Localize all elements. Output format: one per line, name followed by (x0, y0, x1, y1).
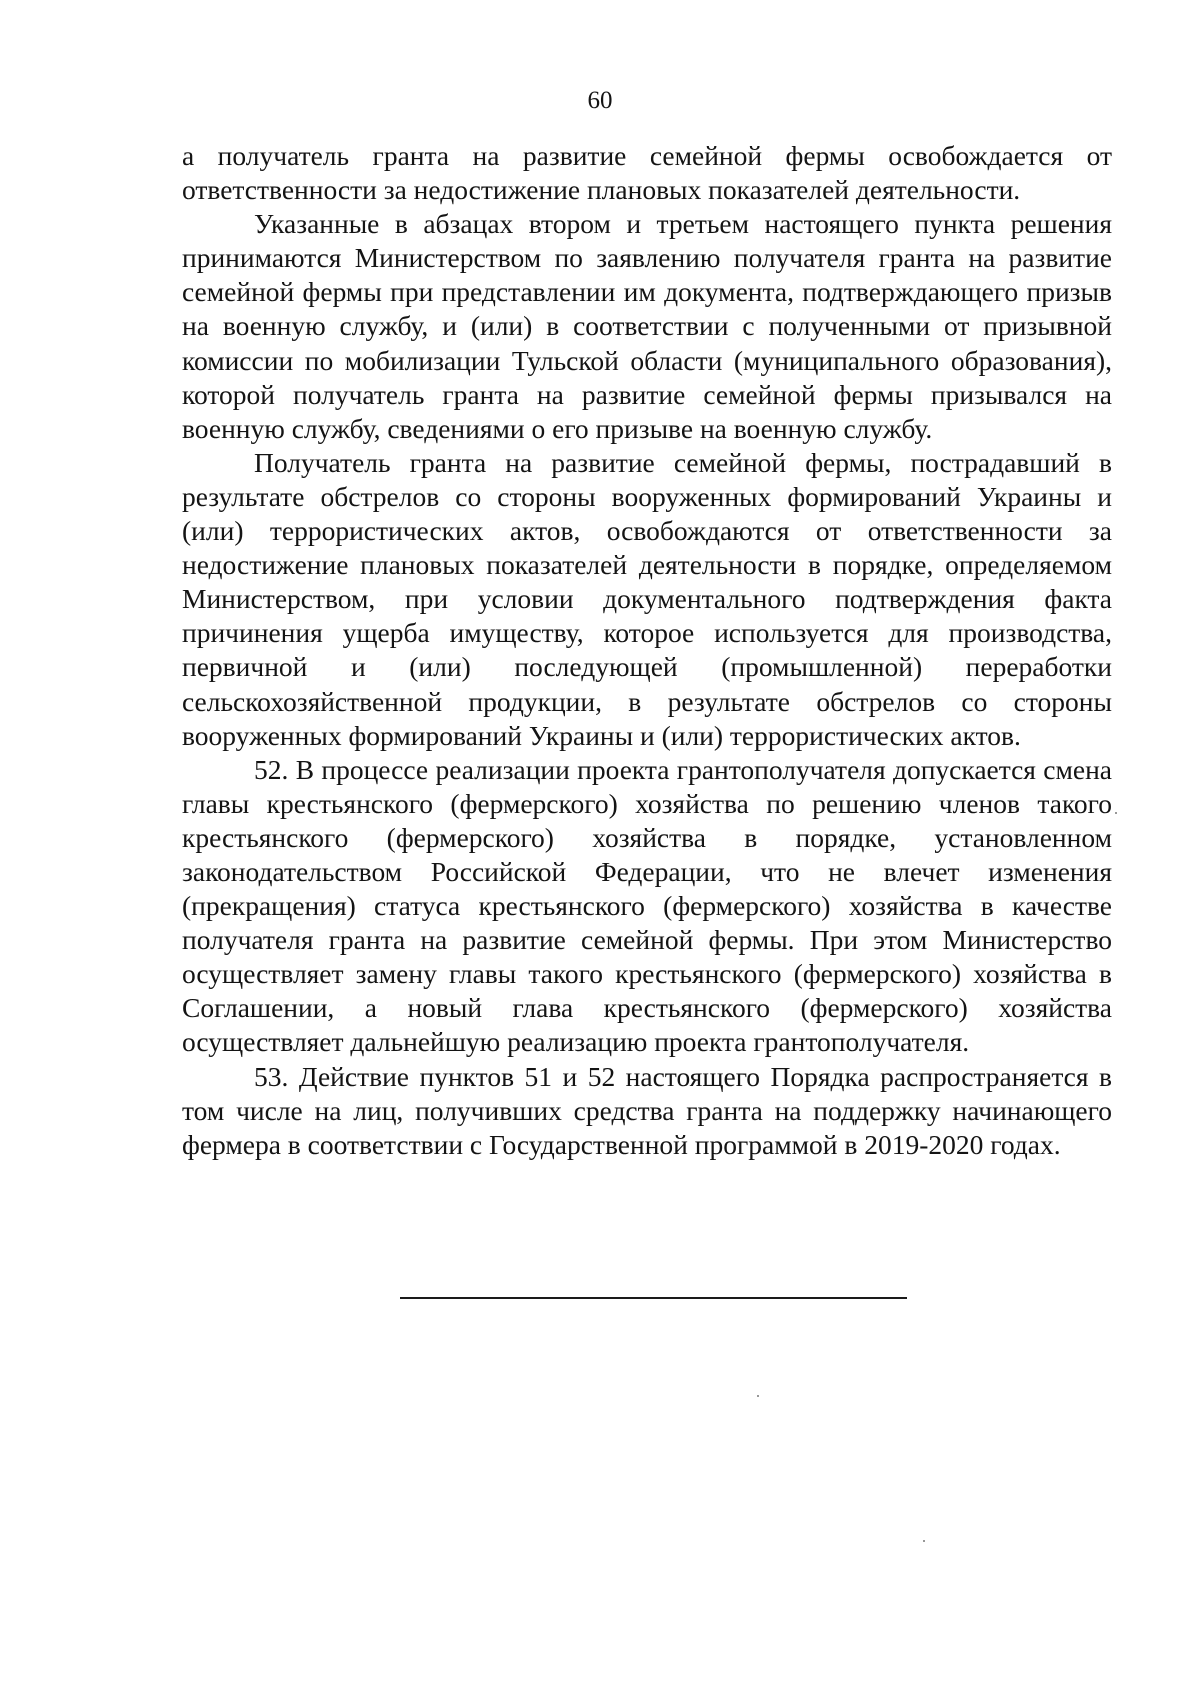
paragraph-mobilization-decisions: Указанные в абзацах втором и третьем настоящего пункта решения принимаются Министерством по заявлению получателя гранта на развитие семейной фермы при представлении им документа, подтверждающего призыв на военную службу, и (или) в соответствии с полученными от призывной комиссии по мобилизации Тульской области (муниципального образования), которой получатель гранта на развитие семейной фермы призывался на военную службу, сведениями о его призыве на военную службу. (182, 208, 1112, 444)
document-body (182, 139, 1112, 1162)
paragraph-clause-53: 53. Действие пунктов 51 и 52 настоящего Порядка распространяется в том числе на лиц, получивших средства гранта на поддержку начинающего фермера в соответствии с Государственной программой в 2019-2020 годах. (182, 1060, 1112, 1160)
page-number: 60 (587, 87, 613, 114)
end-of-text-rule (400, 1297, 907, 1299)
scan-speck (757, 1395, 759, 1397)
scan-speck (923, 1540, 925, 1542)
scan-speck (1115, 812, 1117, 814)
paragraph-continuation: а получатель гранта на развитие семейной фермы освобождается от ответственности за недостижение плановых показателей деятельности. (182, 140, 1112, 206)
paragraph-clause-52: 52. В процессе реализации проекта грантополучателя допускается смена главы крестьянского (фермерского) хозяйства по решению членов такого крестьянского (фермерского) хозяйства в порядке, установленном законодательством Российской Федерации, что не влечет изменения (прекращения) статуса крестьянского (фермерского) хозяйства в качестве получателя гранта на развитие семейной фермы. При этом Министерство осуществляет замену главы такого крестьянского (фермерского) хозяйства в Соглашении, а новый глава крестьянского (фермерского) хозяйства осуществляет дальнейшую реализацию проекта грантополучателя. (182, 753, 1112, 1058)
paragraph-shelling-damage: Получатель гранта на развитие семейной фермы, пострадавший в результате обстрелов со стороны вооруженных формирований Украины и (или) террористических актов, освобождаются от ответственности за недостижение плановых показателей деятельности в порядке, определяемом Министерством, при условии документального подтверждения факта причинения ущерба имуществу, которое используется для производства, первичной и (или) последующей (промышленной) переработки сельскохозяйственной продукции, в результате обстрелов со стороны вооруженных формирований Украины и (или) террористических актов. (182, 446, 1112, 751)
